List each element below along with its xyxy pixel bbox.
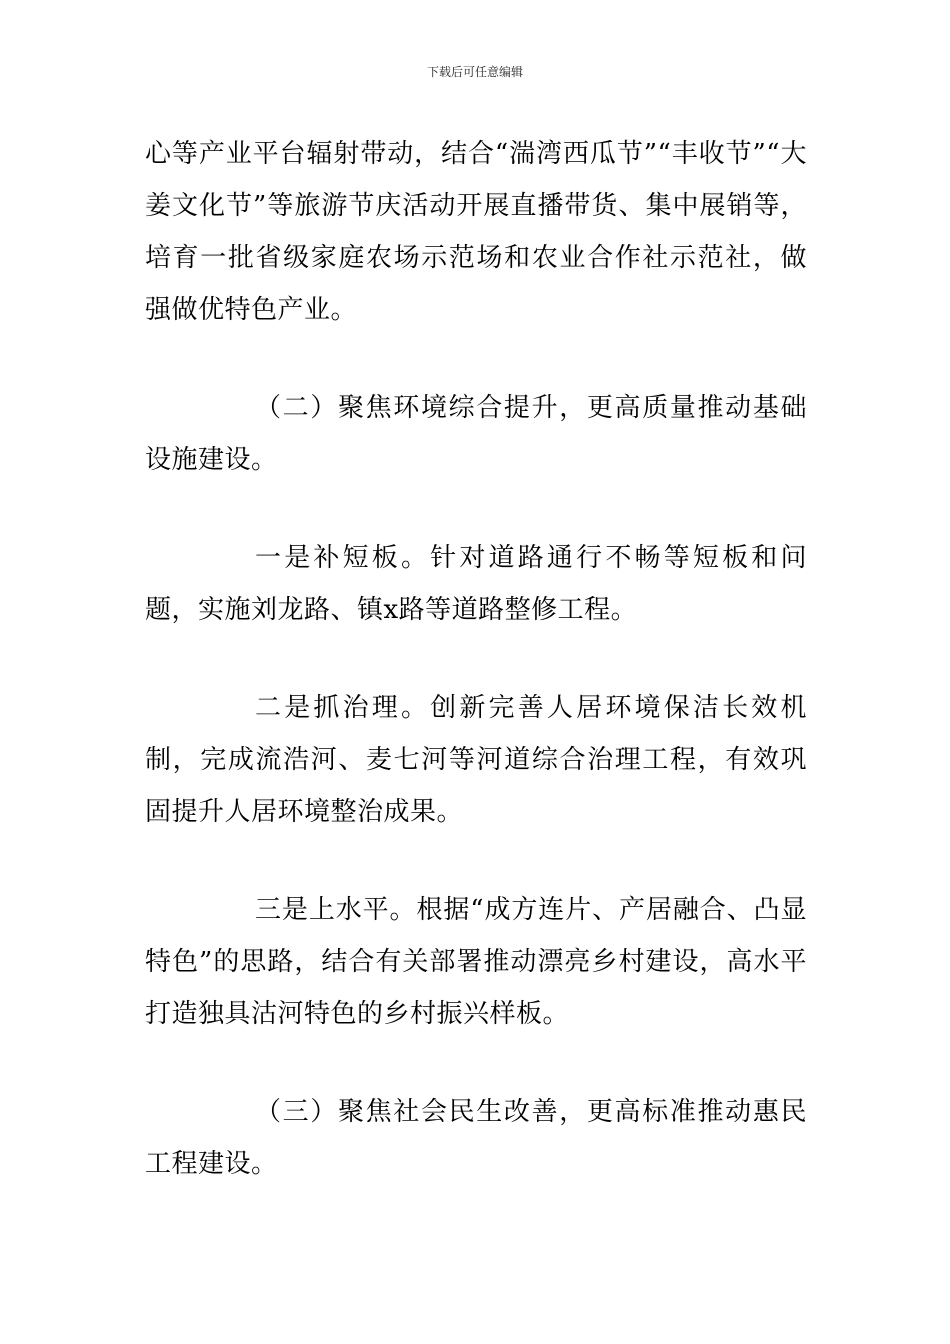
paragraph-gap (145, 486, 807, 532)
page-header: 下载后可任意编辑 (426, 65, 523, 79)
document-body (145, 128, 807, 1190)
section-heading-3: （三）聚焦社会民生改善，更高标准推动惠民工程建设。 (145, 1097, 807, 1179)
paragraph-gap (145, 636, 807, 682)
paragraph-gap (145, 838, 807, 884)
paragraph-gap (145, 336, 807, 382)
paragraph-gap (145, 1040, 807, 1086)
paragraph-item-3: 三是上水平。根据“成方连片、产居融合、凸显特色”的思路，结合有关部署推动漂亮乡村建设，高水平打造独具沽河特色的乡村振兴样板。 (145, 895, 807, 1029)
paragraph-item-1: 一是补短板。针对道路通行不畅等短板和问题，实施刘龙路、镇x路等道路整修工程。 (145, 543, 807, 625)
paragraph-item-2: 二是抓治理。创新完善人居环境保洁长效机制，完成流浩河、麦七河等河道综合治理工程，有效巩固提升人居环境整治成果。 (145, 693, 807, 827)
paragraph-continued: 心等产业平台辐射带动，结合“湍湾西瓜节”“丰收节”“大姜文化节”等旅游节庆活动开展直播带货、集中展销等，培育一批省级家庭农场示范场和农业合作社示范社，做强做优特色产业。 (145, 139, 807, 325)
section-heading-2: （二）聚焦环境综合提升，更高质量推动基础设施建设。 (145, 393, 807, 475)
